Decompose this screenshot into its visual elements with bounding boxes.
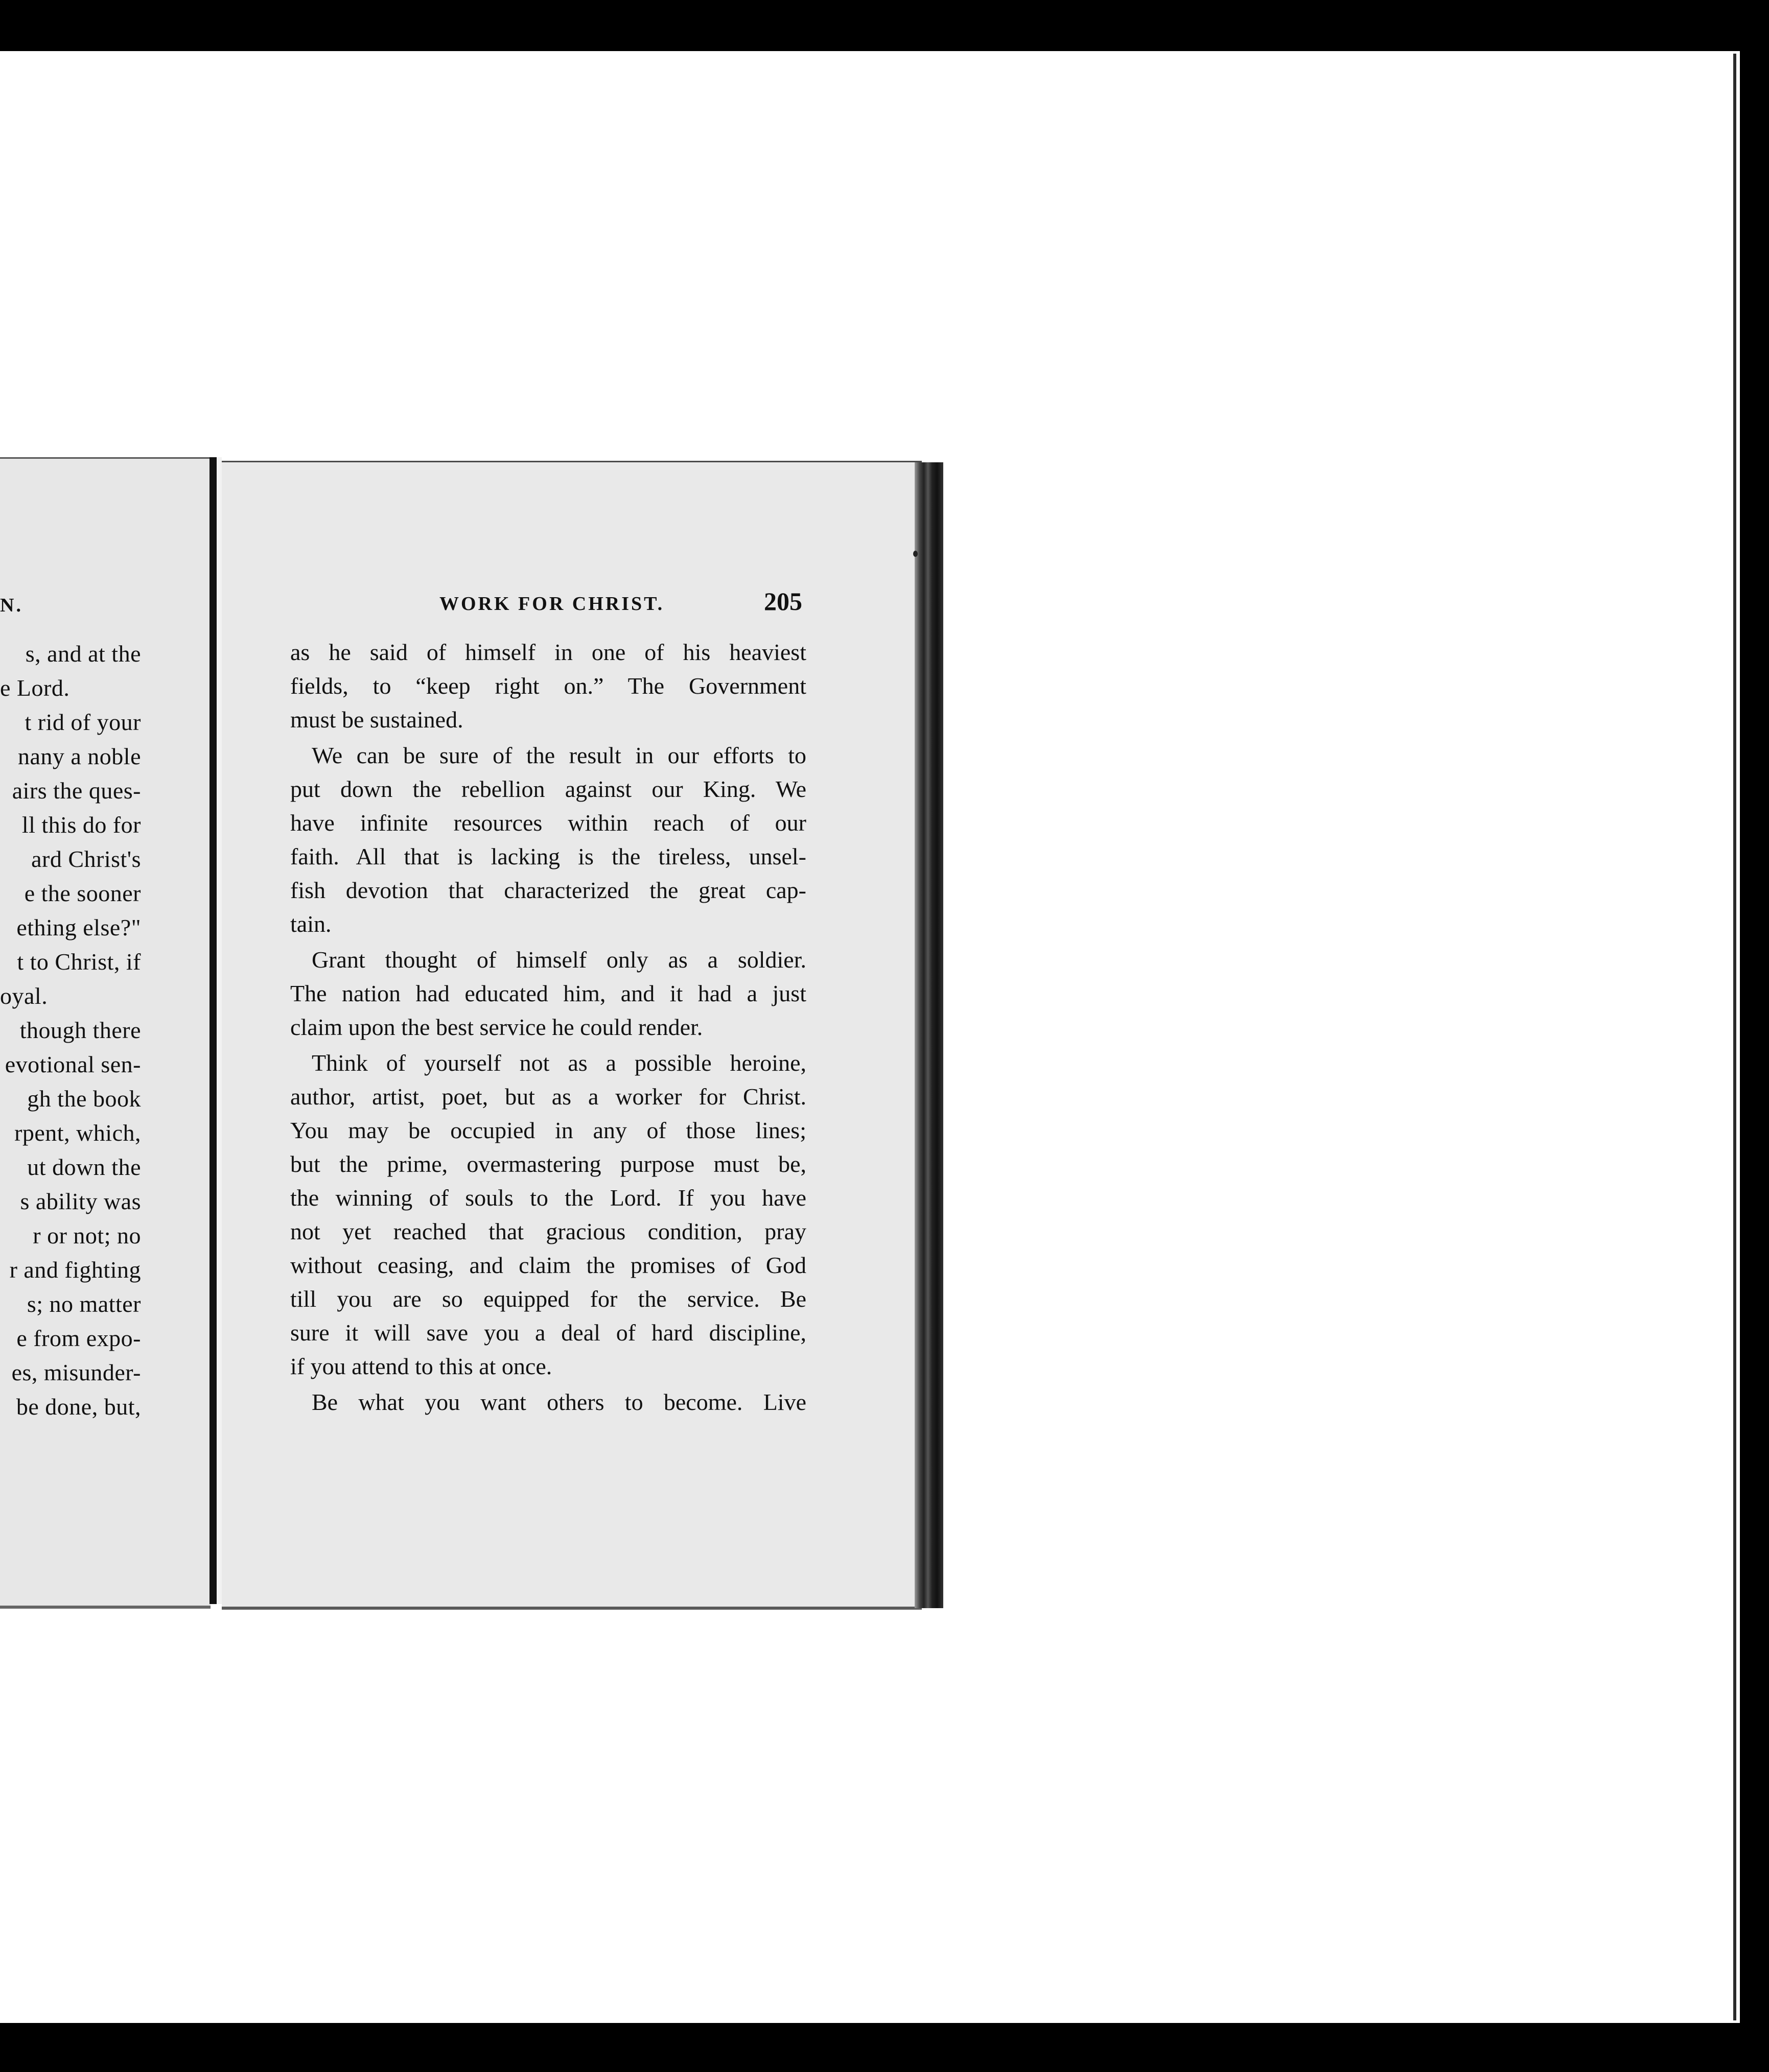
scan-border-top	[0, 0, 1769, 51]
previous-line: gh the book	[27, 1086, 141, 1112]
previous-line: r or not; no	[33, 1222, 141, 1249]
previous-line: s, and at the	[25, 641, 141, 667]
previous-page-fragment	[0, 457, 211, 1609]
sheet-edge	[1733, 54, 1736, 2020]
book-spine-gutter	[210, 457, 217, 1604]
text-line: as he said of himself in one of his heaviest	[290, 639, 806, 665]
previous-running-head: N.	[0, 595, 23, 616]
page-block-edge	[915, 462, 943, 1608]
previous-line: t to Christ, if	[17, 949, 141, 975]
gutter-highlight	[217, 457, 222, 1604]
previous-line: evotional sen-	[5, 1051, 141, 1077]
previous-page-text	[0, 459, 211, 1606]
scan-border-right	[1740, 0, 1769, 2072]
text-line: author, artist, poet, but as a worker for Christ.	[290, 1084, 806, 1110]
previous-line: s ability was	[20, 1188, 141, 1214]
text-line: have infinite resources within reach of our	[290, 810, 806, 836]
text-line: put down the rebellion against our King. We	[290, 776, 806, 802]
previous-line: rpent, which,	[14, 1120, 141, 1146]
text-line: fish devotion that characterized the great cap-	[290, 877, 806, 903]
previous-line: s; no matter	[27, 1291, 141, 1317]
running-head: WORK FOR CHRIST.	[439, 593, 665, 615]
text-line: till you are so equipped for the service. Be	[290, 1286, 806, 1312]
text-line: You may be occupied in any of those lines;	[290, 1117, 806, 1143]
previous-line: nany a noble	[17, 743, 141, 769]
text-line: faith. All that is lacking is the tireless, unsel-	[290, 843, 806, 869]
previous-line: ut down the	[27, 1154, 141, 1180]
previous-line: ll this do for	[21, 812, 141, 838]
text-line: fields, to “keep right on.” The Government	[290, 673, 806, 699]
text-line: must be sustained.	[290, 707, 463, 733]
page-number: 205	[764, 587, 802, 616]
text-line: tain.	[290, 911, 332, 937]
previous-line: e from expo-	[16, 1325, 141, 1351]
previous-line: ard Christ's	[31, 846, 141, 872]
previous-line: ething else?"	[16, 914, 141, 940]
previous-line: e the sooner	[24, 880, 141, 906]
previous-line: oyal.	[0, 983, 48, 1009]
text-line: the winning of souls to the Lord. If you have	[290, 1185, 806, 1211]
text-line: Be what you want others to become. Live	[312, 1389, 806, 1415]
text-line: We can be sure of the result in our efforts to	[312, 742, 806, 768]
text-line: not yet reached that gracious condition, pray	[290, 1218, 806, 1244]
text-line: The nation had educated him, and it had a just	[290, 980, 806, 1006]
previous-line: r and fighting	[9, 1257, 141, 1283]
text-line: without ceasing, and claim the promises of God	[290, 1252, 806, 1278]
previous-line: be done, but,	[16, 1394, 141, 1420]
previous-line: though there	[19, 1017, 141, 1043]
previous-line: es, misunder-	[11, 1359, 141, 1385]
text-line: claim upon the best service he could render.	[290, 1014, 703, 1040]
text-line: Grant thought of himself only as a soldier.	[312, 947, 806, 973]
previous-line: airs the ques-	[12, 778, 141, 804]
text-line: if you attend to this at once.	[290, 1353, 552, 1379]
text-line: sure it will save you a deal of hard discipline,	[290, 1320, 806, 1346]
text-line: Think of yourself not as a possible heroine,	[312, 1050, 806, 1076]
scan-border-bottom	[0, 2023, 1769, 2072]
previous-line: t rid of your	[25, 709, 141, 735]
previous-line: e Lord.	[0, 675, 70, 701]
speck-mark	[913, 551, 918, 557]
text-line: but the prime, overmastering purpose must be,	[290, 1151, 806, 1177]
